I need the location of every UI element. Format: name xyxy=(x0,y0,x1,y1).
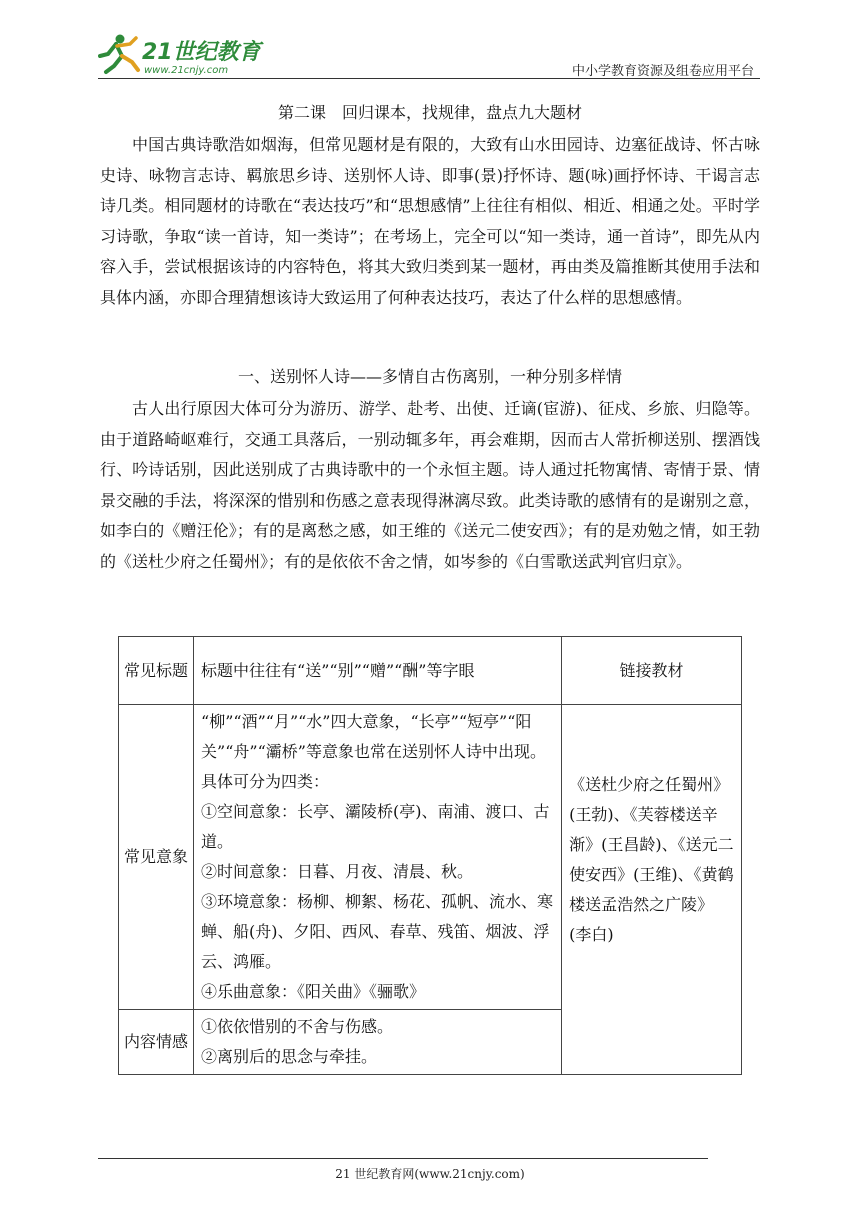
textbook-links: 《送杜少府之任蜀州》(王勃)、《芙蓉楼送辛渐》(王昌龄)、《送元二使安西》(王维)、《黄鹤楼送孟浩然之广陵》(李白) xyxy=(562,705,742,1075)
row-label-imagery: 常见意象 xyxy=(119,705,194,1010)
section-paragraph: 古人出行原因大体可分为游历、游学、赴考、出使、迁谪(宦游)、征戍、乡旅、归隐等。由于道路崎岖难行，交通工具落后，一别动辄多年，再会难期，因而古人常折柳送别、摆酒饯行、吟诗话别，因此送别成了古典诗歌中的一个永恒主题。诗人通过托物寓情、寄情于景、情景交融的手法，将深深的惜别和伤感之意表现得淋漓尽致。此类诗歌的感情有的是谢别之意，如李白的《赠汪伦》；有的是离愁之感，如王维的《送元二使安西》；有的是劝勉之情，如王勃的《送杜少府之任蜀州》；有的是依依不舍之情，如岑参的《白雪歌送武判官归京》。 xyxy=(100,399,760,571)
logo-text: 21世纪教育 xyxy=(142,40,261,65)
imagery-intro: “柳”“酒”“月”“水”四大意象，“长亭”“短亭”“阳关”“舟”“灞桥”等意象也常在送别怀人诗中出现。具体可分为四类： xyxy=(201,712,546,791)
imagery-item: ②时间意象：日暮、月夜、清晨、秋。 xyxy=(201,862,474,881)
footer-divider xyxy=(98,1158,708,1159)
theme-table xyxy=(118,636,742,1075)
intro-paragraph: 中国古典诗歌浩如烟海，但常见题材是有限的，大致有山水田园诗、边塞征战诗、怀古咏史诗、咏物言志诗、羁旅思乡诗、送别怀人诗、即事(景)抒怀诗、题(咏)画抒怀诗、干谒言志诗几类。相同题材的诗歌在“表达技巧”和“思想感情”上往往有相似、相近、相通之处。平时学习诗歌，争取“读一首诗，知一类诗”；在考场上，完全可以“知一类诗，通一首诗”，即先从内容入手，尝试根据该诗的内容特色，将其大致归类到某一题材，再由类及篇推断其使用手法和具体内涵，亦即合理猜想该诗大致运用了何种表达技巧，表达了什么样的思想感情。 xyxy=(100,135,760,307)
runner-icon xyxy=(100,35,138,73)
emotion-item: ②离别后的思念与牵挂。 xyxy=(201,1047,378,1066)
table-row xyxy=(119,637,742,705)
platform-name: 中小学教育资源及组卷应用平台 xyxy=(571,64,754,79)
emotion-item: ①依依惜别的不舍与伤感。 xyxy=(201,1017,394,1036)
logo-url: www.21cnjy.com xyxy=(144,65,229,76)
emotion-content xyxy=(194,1010,562,1075)
page-footer: 21 世纪教育网(www.21cnjy.com) xyxy=(335,1167,525,1181)
page-header xyxy=(98,28,760,80)
imagery-content xyxy=(194,705,562,1010)
lesson-title: 第二课 回归课本，找规律，盘点九大题材 xyxy=(277,103,582,122)
imagery-item: ③环境意象：杨柳、柳絮、杨花、孤帆、流水、寒蝉、船(舟)、夕阳、西风、春草、残笛、烟波、浮云、鸿雁。 xyxy=(201,892,554,971)
section-title: 一、送别怀人诗——多情自古伤离别，一种分别多样情 xyxy=(237,367,622,386)
titles-content: 标题中往往有“送”“别”“赠”“酬”等字眼 xyxy=(194,637,562,705)
imagery-item: ④乐曲意象：《阳关曲》《骊歌》 xyxy=(201,982,426,1001)
row-label-emotion: 内容情感 xyxy=(119,1010,194,1075)
header-divider xyxy=(98,78,760,79)
link-header: 链接教材 xyxy=(562,637,742,705)
imagery-item: ①空间意象：长亭、灞陵桥(亭)、南浦、渡口、古道。 xyxy=(201,802,550,851)
row-label-titles: 常见标题 xyxy=(119,637,194,705)
table-row xyxy=(119,705,742,1010)
logo xyxy=(98,32,273,76)
